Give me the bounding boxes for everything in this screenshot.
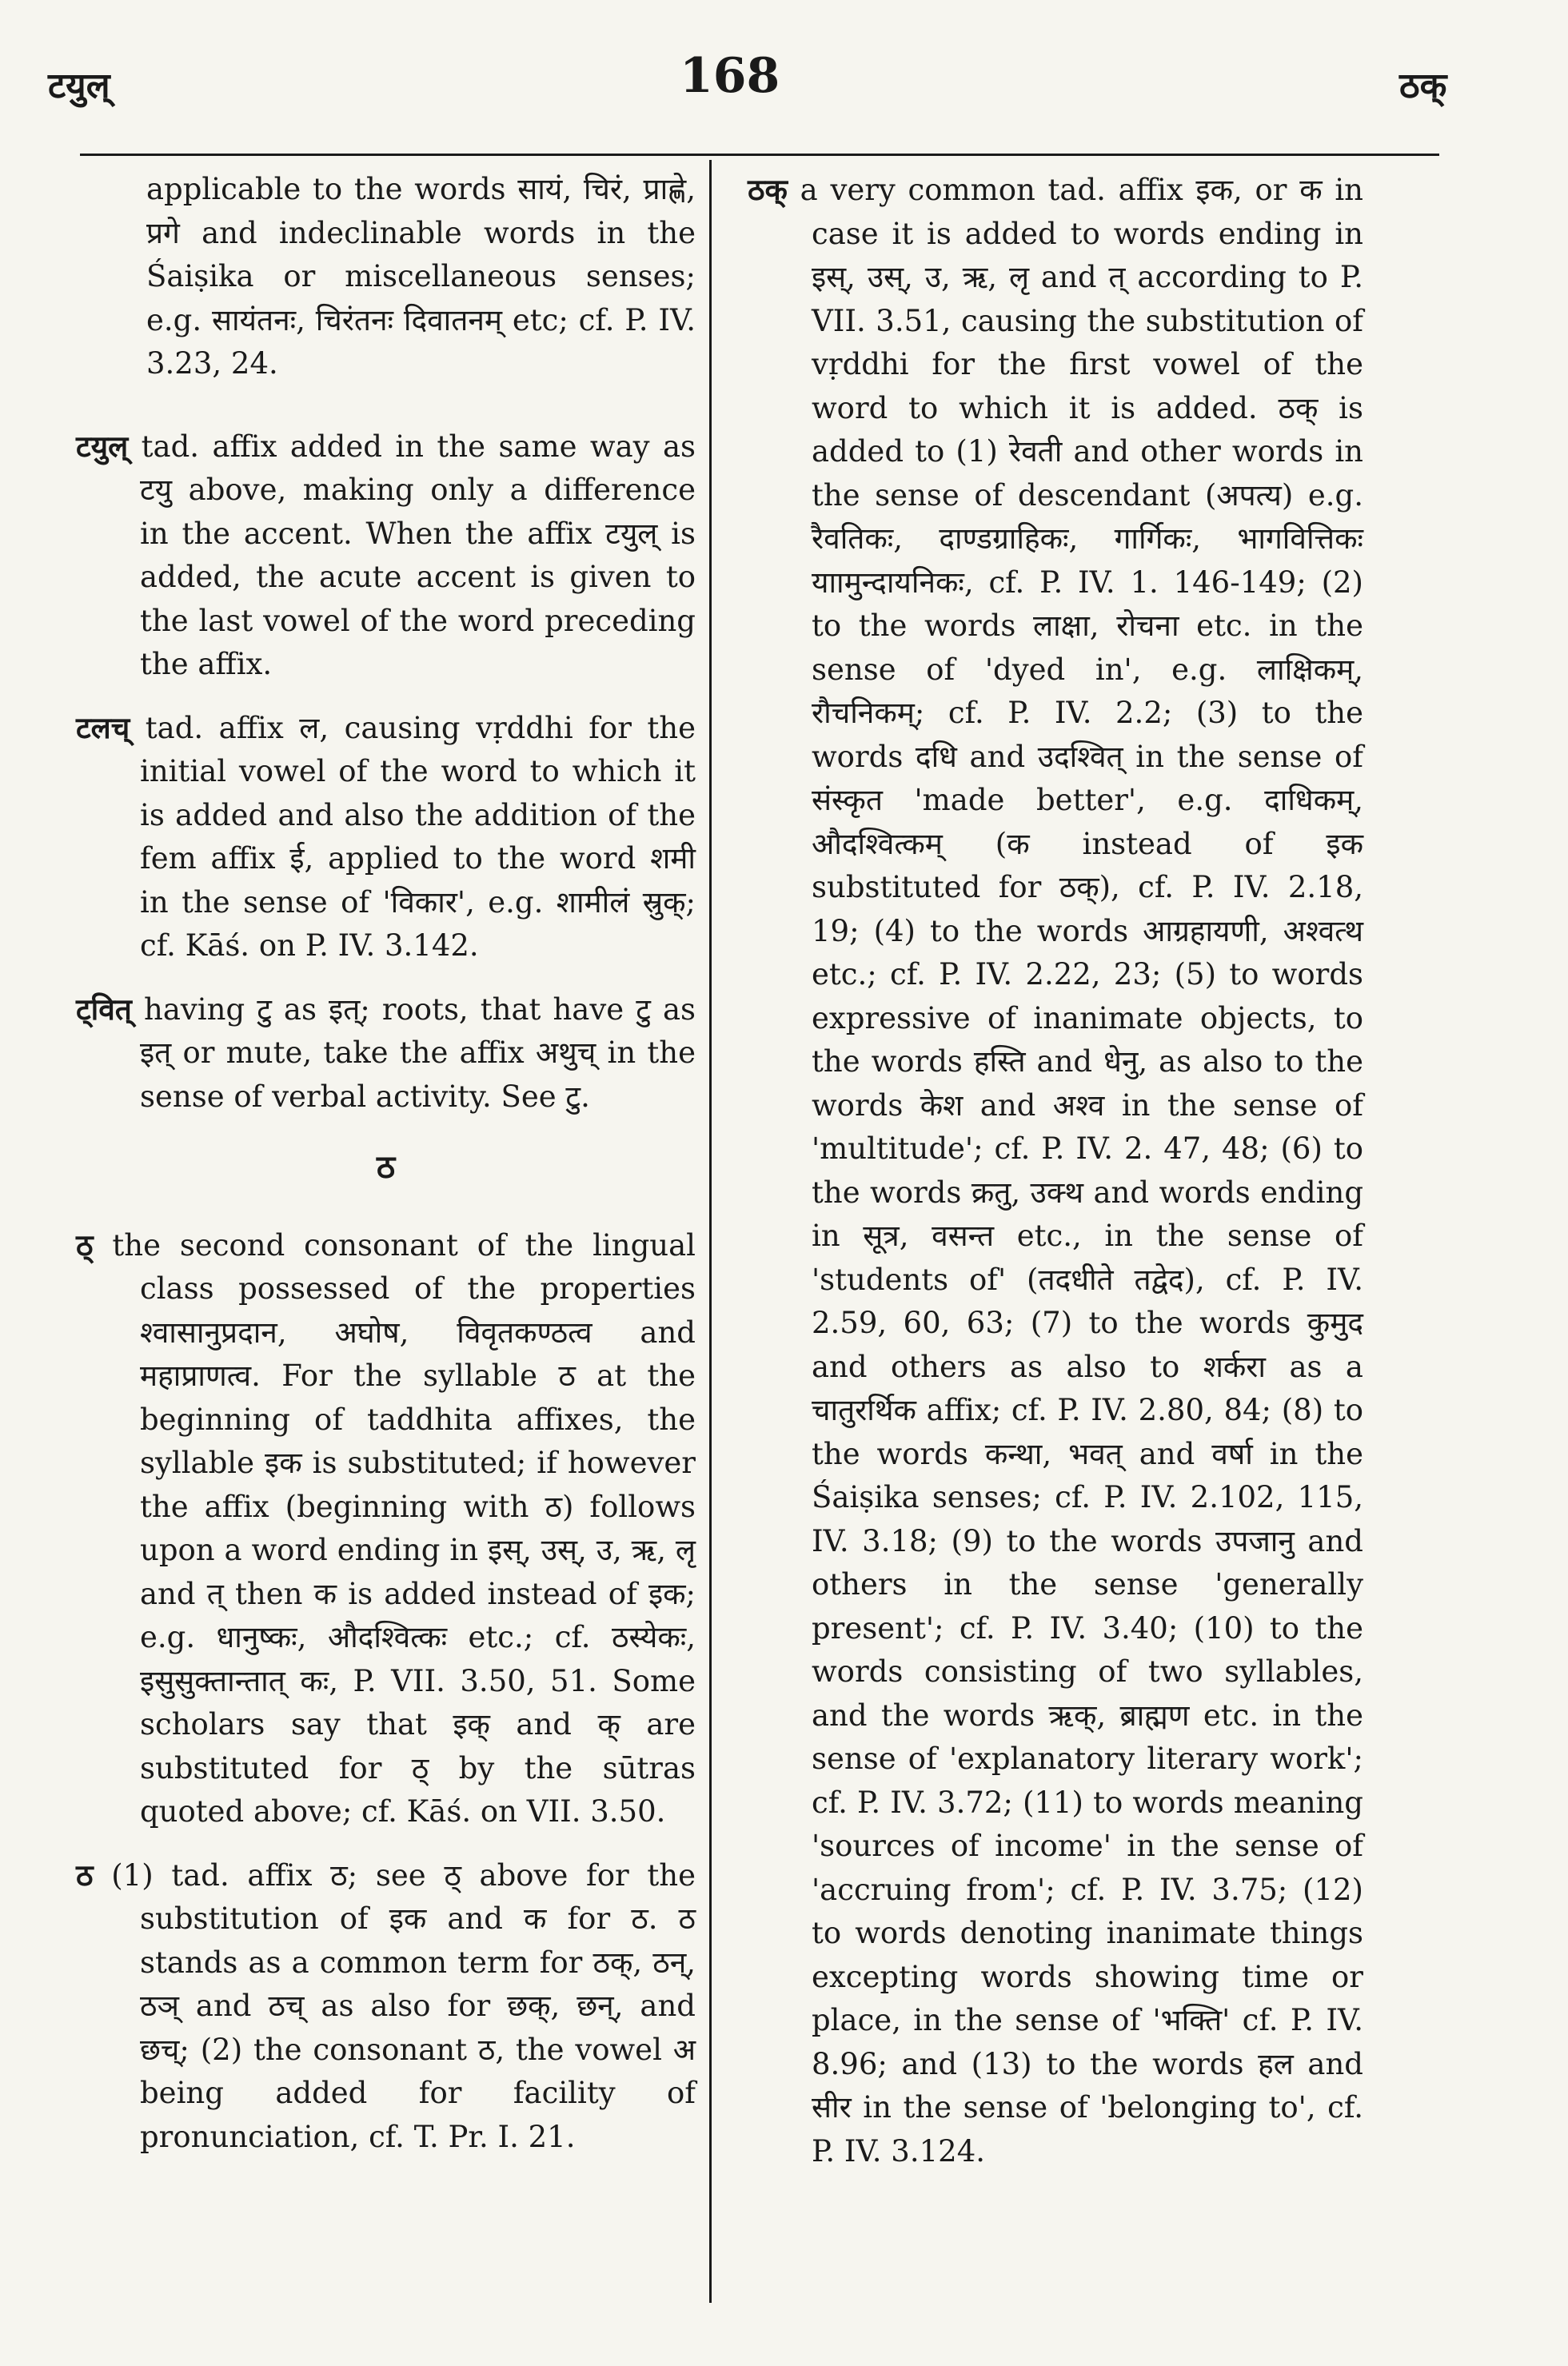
right-running-headword: ठक् [1399,66,1447,106]
column-divider [709,160,712,2303]
entry-headword: ट्वित् [76,991,132,1027]
dictionary-entry [76,1223,696,1834]
dictionary-entry [748,168,1363,2173]
entry-definition: a very common tad. affix इक, or क in case it is added to words ending in इस्, उस्, उ, ऋ, लृ and त् according to P. VII. 3.51, causing the substitution of vṛddhi for the first vowel of the word to which it is added. ठक् is added to (1) रेवती and other words in the sense of descendant (अपत्य) e.g. रैवतिकः, दाण्डग्राहिकः, गार्गिकः, भागवित्तिकः याामुन्दायनिकः, cf. P. IV. 1. 146-149; (2) to the words लाक्षा, रोचना etc. in the sense of 'dyed in', e.g. लाक्षिकम्, रौचनिकम्; cf. P. IV. 2.2; (3) to the words दधि and उदश्वित् in the sense of संस्कृत 'made better', e.g. दाधिकम्, औदश्वित्कम् (क instead of इक substituted for ठक्), cf. P. IV. 2.18, 19; (4) to the words आग्रहायणी, अश्वत्थ etc.; cf. P. IV. 2.22, 23; (5) to words expressive of inanimate objects, to the words हस्ति and धेनु, as also to the words केश and अश्व in the sense of 'multitude'; cf. P. IV. 2. 47, 48; (6) to the words क्रतु, उक्थ and words ending in सूत्र, वसन्त etc., in the sense of 'students of' (तदधीते तद्वेद), cf. P. IV. 2.59, 60, 63; (7) to the words कुमुद and others as also to शर्करा as a चातुरर्थिक affix; cf. P. IV. 2.80, 84; (8) to the words कन्था, भवत् and वर्षा in the Śaiṣika senses; cf. P. IV. 2.102, 115, IV. 3.18; (9) to the words उपजानु and others in the sense 'generally present'; cf. P. IV. 3.40; (10) to the words consisting of two syllables, and the words ऋक्, ब्राह्मण etc. in the sense of 'explanatory literary work'; cf. P. IV. 3.72; (11) to words meaning 'sources of income' in the sense of 'accruing from'; cf. P. IV. 3.75; (12) to words denoting inanimate things excepting words showing time or place, in the sense of 'भक्ति' cf. P. IV. 8.96; and (13) to the words हल and सीर in the sense of 'belonging to', cf. P. IV. 3.124. [800,173,1363,2169]
left-running-headword: टयुल् [48,66,110,106]
dictionary-entry [76,706,696,968]
entry-definition: tad. affix ल, causing vṛddhi for the initial vowel of the word to which it is added and also the addition of the fem affix ई, applied to the word शमी in the sense of 'विकार', e.g. शामीलं स्रुक्; cf. Kāś. on P. IV. 3.142. [140,710,696,963]
dictionary-entry [76,987,696,1119]
letter-section-heading: ठ [376,1148,396,1186]
entry-definition: the second consonant of the lingual class possessed of the properties श्वासानुप्रदान, अघोष, विवृतकण्ठत्व and महाप्राणत्व. For the syllable ठ at the beginning of taddhita affixes, the syllable इक is substituted; if however the affix (beginning with ठ) follows upon a word ending in इस्, उस्, उ, ऋ, लृ and त् then क is added instead of इक; e.g. धानुष्कः, औदश्वित्कः etc.; cf. ठस्येकः, इसुसुक्तान्तात् कः, P. VII. 3.50, 51. Some scholars say that इक् and क् are substituted for ठ् by the sūtras quoted above; cf. Kāś. on VII. 3.50. [112,1227,696,1829]
page-header [0,0,1568,152]
header-rule [80,154,1439,156]
continued-entry-text: applicable to the words सायं, चिरं, प्राह्णे, प्रगे and indeclinable words in the Śaiṣika or miscellaneous senses; e.g. सायंतनः, चिरंतनः दिवातनम् etc; cf. P. IV. 3.23, 24. [146,172,696,381]
right-column [748,168,1363,2192]
dictionary-entry [76,1853,696,2160]
entry-headword: टयुल् [76,428,129,464]
entry-definition: tad. affix added in the same way as टयु above, making only a difference in the accent. When the affix टयुल् is added, the acute accent is given to the last vowel of the word preceding the affix. [140,429,696,681]
entry-definition: having टु as इत्; roots, that have टु as इत् or mute, take the affix अथुच् in the sense of verbal activity. See टु. [140,991,696,1114]
left-column [76,168,696,2178]
entry-headword: टलच् [76,709,130,745]
page-number: 168 [680,48,780,104]
entry-headword: ठ् [76,1227,94,1263]
dictionary-entry [76,425,696,687]
entry-headword: ठ [76,1857,94,1893]
entry-headword: ठक् [748,172,788,207]
entry-definition: (1) tad. affix ठ; see ठ् above for the substitution of इक and क for ठ. ठ stands as a common term for ठक्, ठन्, ठञ् and ठच् as also for छक्, छन्, and छच्; (2) the consonant ठ, the vowel अ being added for facility of pronunciation, cf. T. Pr. I. 21. [111,1857,696,2154]
